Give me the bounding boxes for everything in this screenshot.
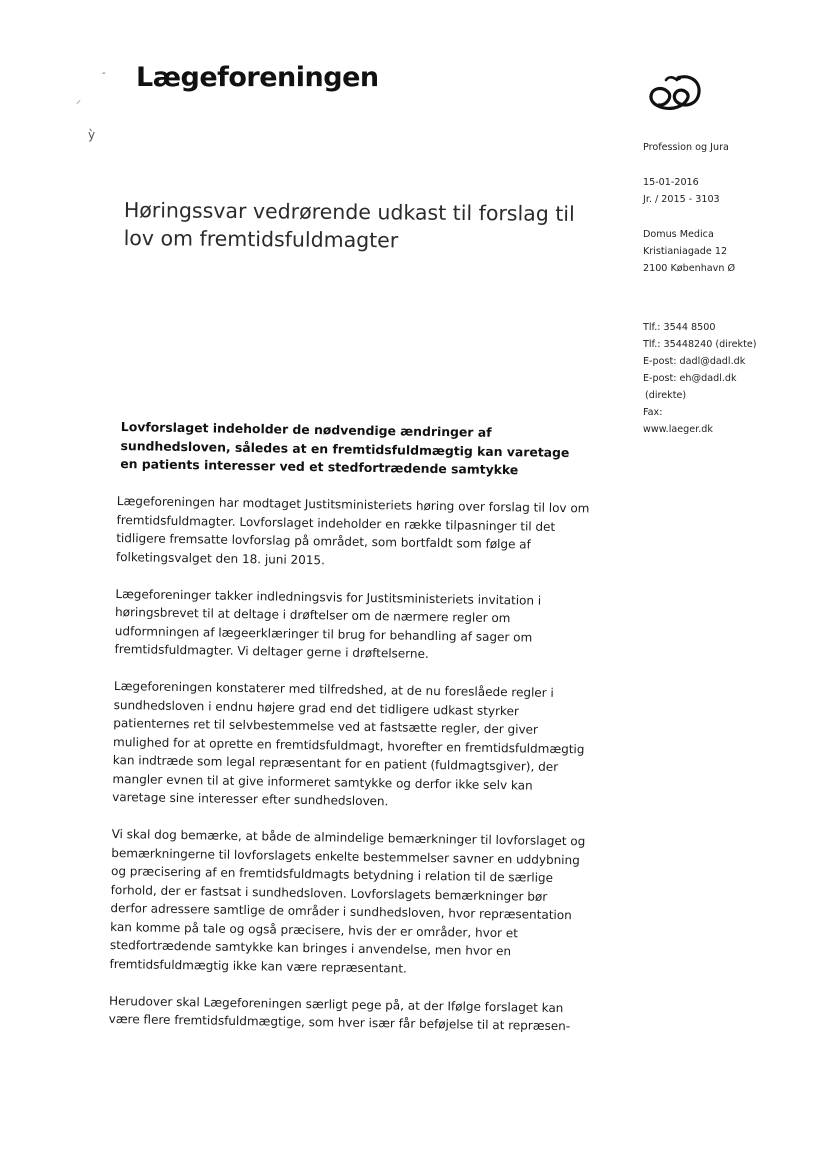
body-paragraph: Vi skal dog bemærke, at både de almindelige bemærkninger til lovforslaget og bemærkningerne til lovforslagets enkelte bestemmelser savner en uddybning og præcisering af en fremtidsfuldmagts betydning i relation til de særlige forhold, der er fastsat i sundhedsloven. Lovforslagets bemærkninger bør derfor adressere samtlige de områder i sundhedsloven, hvor repræsentation kan komme på tale og også præcisere, hvis der er områder, hvor et stedfortrædende samtykke kan bringes i anvendelse, men hvor en fremtidsfuldmægtig ikke kan være repræsentant. xyxy=(109,826,586,976)
letter-date: 15-01-2016 xyxy=(643,177,699,188)
address-line: Domus Medica xyxy=(643,229,714,240)
email-direct-note: (direkte) xyxy=(645,390,687,401)
date-reference-block xyxy=(643,174,813,208)
fax-label: Fax: xyxy=(643,407,663,418)
website-link[interactable]: www.laeger.dk xyxy=(643,424,713,435)
body-paragraph: Lægeforeninger takker indledningsvis for Justitsministeriets invitation i høringsbrevet til at deltage i drøftelser om de nærmere regler om udformningen af lægeerklæringer til brug for behandling af sager om fremtidsfuldmagter. Vi deltager gerne i drøftelserne. xyxy=(114,586,542,661)
address-line: Kristianiagade 12 xyxy=(643,246,728,257)
body-paragraph: Herudover skal Lægeforeningen særligt pege på, at der Ifølge forslaget kan være flere fremtidsfuldmægtige, som hver især får beføjelse til at repræsen- xyxy=(108,993,571,1034)
snake-emblem-icon xyxy=(644,72,706,118)
scan-mark: ỳ xyxy=(88,128,96,142)
lead-summary: Lovforslaget indeholder de nødvendige ændringer af sundhedsloven, således at en fremtidsfuldmægtig kan varetage en patients interesser ved et stedfortrædende samtykke xyxy=(120,418,570,478)
logo-wordmark: Lægeforeningen xyxy=(136,62,379,93)
email-direct: E-post: eh@dadl.dk xyxy=(643,373,737,384)
address-line: 2100 København Ø xyxy=(643,263,736,274)
email-general: E-post: dadl@dadl.dk xyxy=(643,356,746,367)
document-body xyxy=(108,492,591,1054)
journal-reference: Jr. / 2015 - 3103 xyxy=(643,194,720,205)
document-title: Høringssvar vedrørende udkast til forslag til lov om fremtidsfuldmagter xyxy=(123,197,575,253)
letterhead-sidebar xyxy=(643,139,813,438)
department-name: Profession og Jura xyxy=(643,142,729,153)
body-paragraph: Lægeforeningen konstaterer med tilfredshed, at de nu foreslåede regler i sundhedsloven i endnu højere grad end det tidligere udkast styrker patienternes ret til selvbestemmelse ved at fastsætte regler, der giver mulighed for at oprette en fremtidsfuldmagt, hvorefter en fremtidsfuldmægtig kan indtræde som legal repræsentant for en patient (fuldmagtsgiver), der mangler evnen til at give informeret samtykke og derfor ikke selv kan varetage sine interesser efter sundhedsloven. xyxy=(112,678,585,809)
address-block xyxy=(643,226,813,277)
phone-direct: Tlf.: 35448240 (direkte) xyxy=(643,339,757,350)
contact-block xyxy=(643,319,813,438)
body-paragraph: Lægeforeningen har modtaget Justitsministeriets høring over forslag til lov om fremtidsfuldmagter. Lovforslaget indeholder en række tilpasninger til det tidligere fremsatte lovforslag på området, som bortfaldt som følge af folketingsvalget den 18. juni 2015. xyxy=(115,493,590,567)
scan-mark: ‐ xyxy=(102,68,106,79)
scan-mark: ⸝ xyxy=(76,95,81,106)
phone-main: Tlf.: 3544 8500 xyxy=(643,322,716,333)
